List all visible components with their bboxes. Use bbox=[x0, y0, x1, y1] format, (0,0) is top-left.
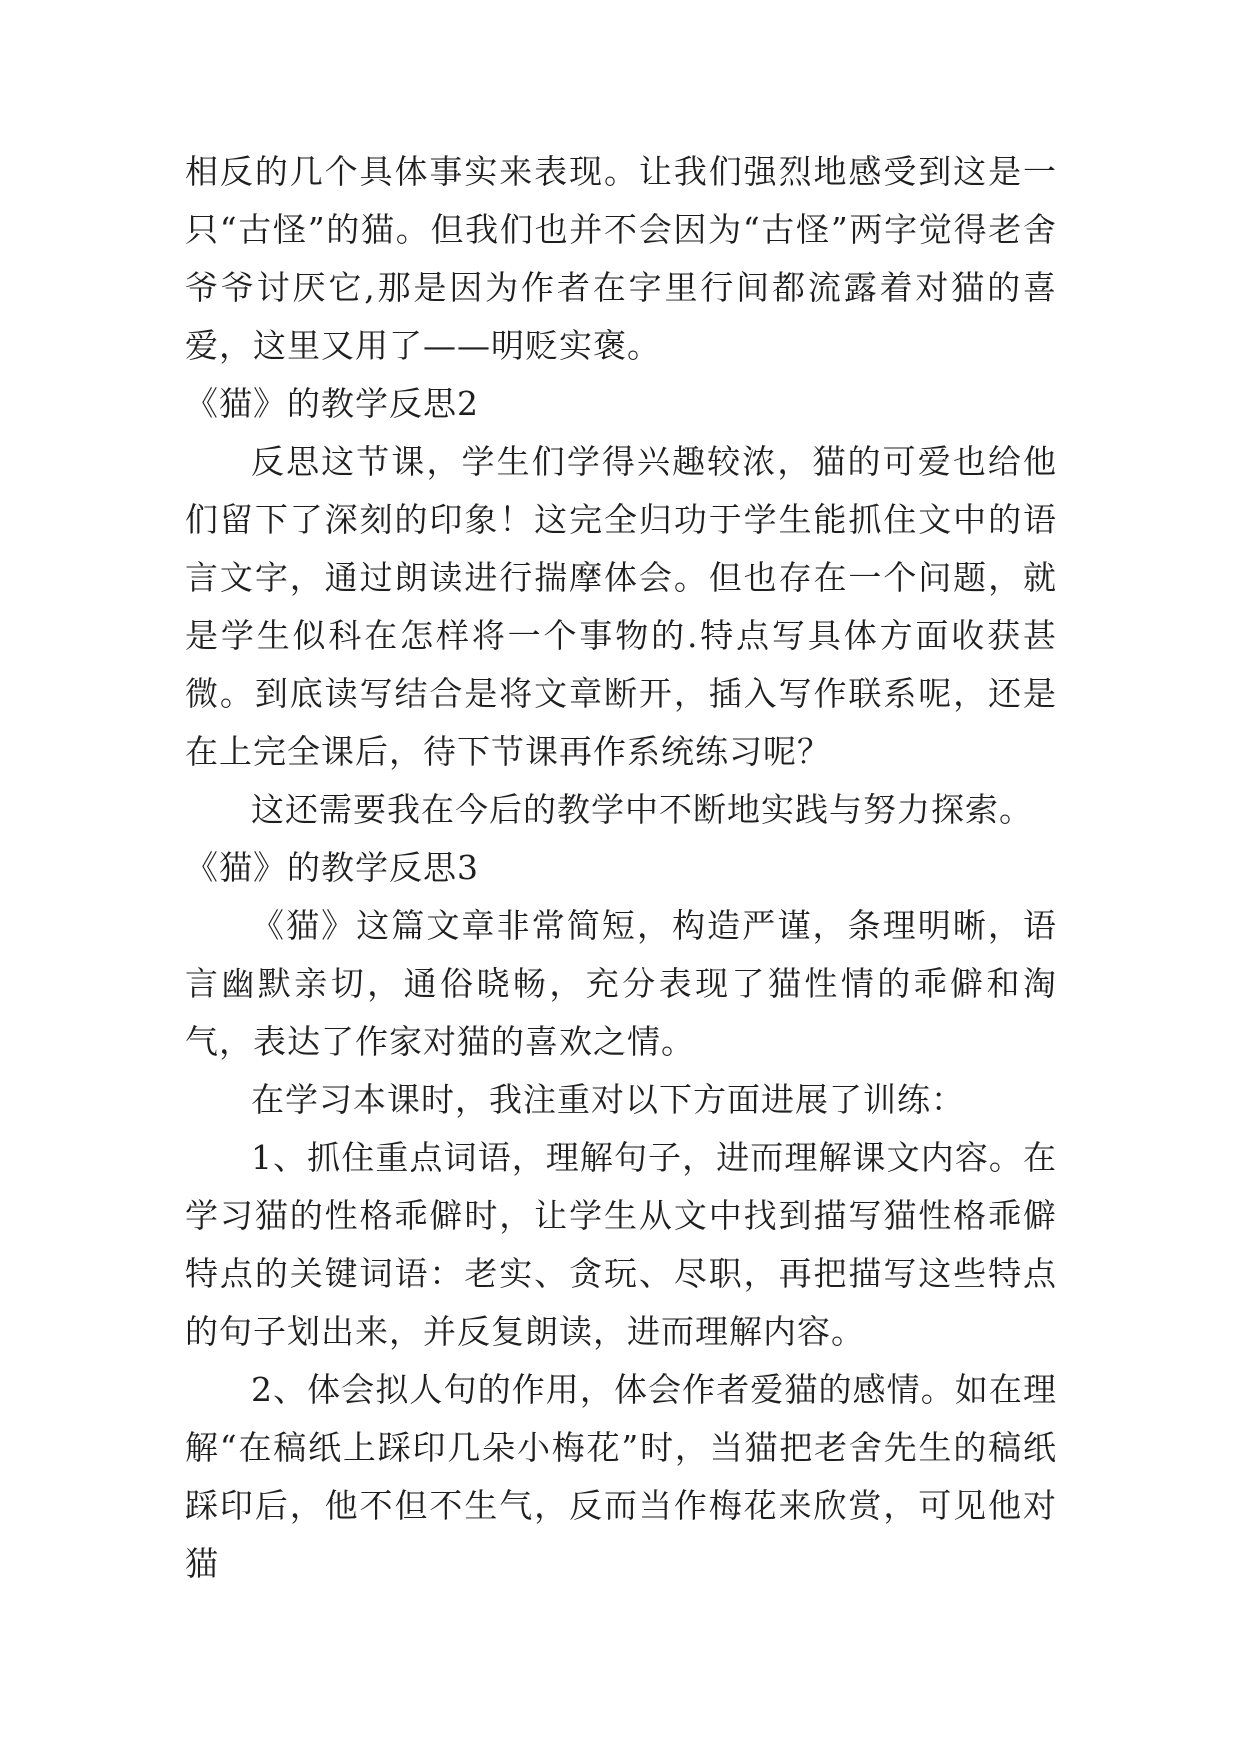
paragraph: 这还需要我在今后的教学中不断地实践与努力探索。 bbox=[251, 790, 1033, 829]
section-heading-reflection-3: 《猫》的教学反思3 bbox=[185, 848, 479, 887]
paragraph: 反思这节课，学生们学得兴趣较浓，猫的可爱也给他们留下了深刻的印象！这完全归功于学生能抓住文中的语言文字，通过朗读进行揣摩体会。但也存在一个问题，就是学生似科在怎样将一个事物的.特点写具体方面收获甚微。到底读写结合是将文章断开，插入写作联系呢，还是在上完全课后，待下节课再作系统练习呢？ bbox=[185, 442, 1057, 771]
paragraph: 在学习本课时，我注重对以下方面进展了训练： bbox=[251, 1080, 965, 1119]
paragraph-list-item-2: 2、体会拟人句的作用，体会作者爱猫的感情。如在理解“在稿纸上踩印几朵小梅花”时，当猫把老舍先生的稿纸踩印后，他不但不生气，反而当作梅花来欣赏，可见他对猫 bbox=[185, 1370, 1057, 1583]
paragraph: 《猫》这篇文章非常简短，构造严谨，条理明晰，语言幽默亲切，通俗晓畅，充分表现了猫性情的乖僻和淘气，表达了作家对猫的喜欢之情。 bbox=[185, 906, 1057, 1061]
section-heading-reflection-2: 《猫》的教学反思2 bbox=[185, 384, 479, 423]
paragraph-continuation: 相反的几个具体事实来表现。让我们强烈地感受到这是一只“古怪”的猫。但我们也并不会因为“古怪”两字觉得老舍爷爷讨厌它,那是因为作者在字里行间都流露着对猫的喜爱，这里又用了——明贬实褒。 bbox=[185, 152, 1057, 365]
paragraph-list-item-1: 1、抓住重点词语，理解句子，进而理解课文内容。在学习猫的性格乖僻时，让学生从文中找到描写猫性格乖僻特点的关键词语：老实、贪玩、尽职，再把描写这些特点的句子划出来，并反复朗读，进而理解内容。 bbox=[185, 1138, 1057, 1351]
document-text-area bbox=[185, 143, 1057, 1593]
